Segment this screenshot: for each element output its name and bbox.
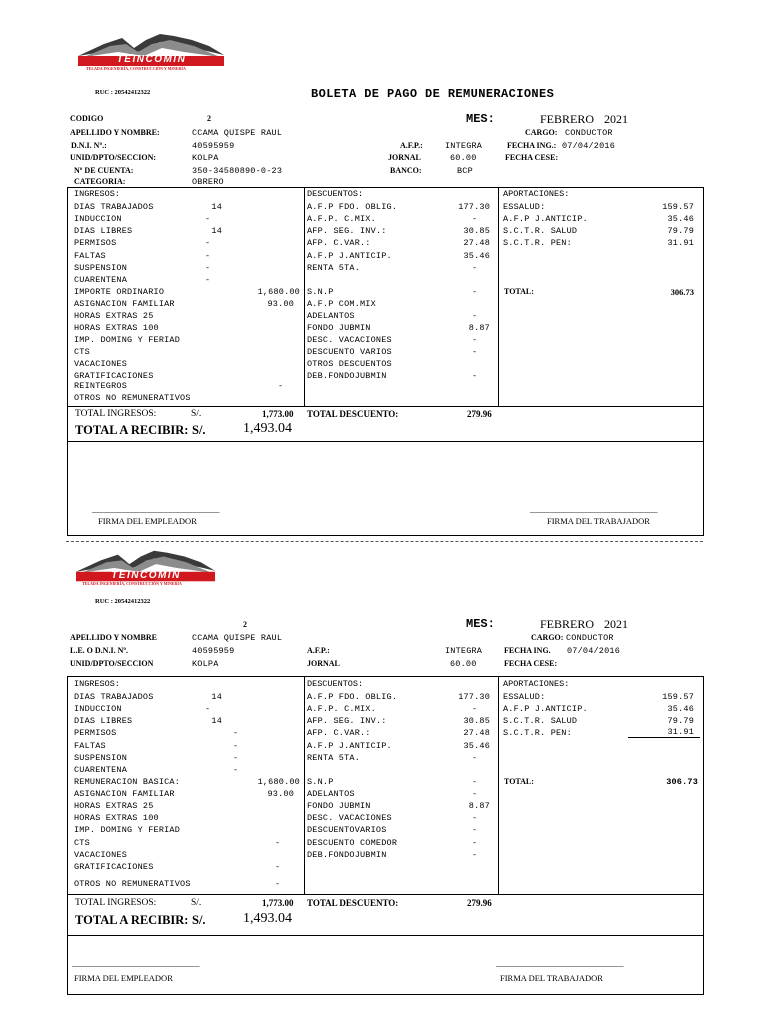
ingreso-value: 93.00: [267, 299, 294, 309]
descuento-label: DESCUENTOVARIOS: [307, 825, 387, 835]
ingreso-label: PERMISOS: [74, 238, 117, 248]
ingreso-label: CUARENTENA: [74, 765, 128, 775]
descuento-value: -: [472, 850, 478, 860]
anio-value: 2021: [604, 617, 628, 631]
ingreso-label: FALTAS: [74, 741, 106, 751]
ingreso-label: DIAS TRABAJADOS: [74, 692, 154, 702]
ingreso-label: VACACIONES: [74, 359, 128, 369]
ingreso-label: OTROS NO REMUNERATIVOS: [74, 879, 191, 889]
descuento-label: S.N.P: [307, 777, 334, 787]
descuentos-header: DESCUENTOS:: [307, 189, 364, 199]
ingreso-value: 14: [211, 692, 222, 702]
ingresos-header: INGRESOS:: [74, 189, 120, 199]
ingreso-label: REINTEGROS: [74, 381, 128, 391]
ingreso-value: -: [205, 704, 211, 714]
fecha-cese-label: FECHA CESE:: [505, 153, 559, 162]
unid-label: UNID/DPTO/SECCION:: [70, 153, 157, 162]
descuento-label: AFP. C.VAR.:: [307, 238, 371, 248]
ingreso-label: SUSPENSION: [74, 263, 128, 273]
unid-value: KOLPA: [192, 659, 219, 669]
ingreso-value: -: [233, 753, 239, 763]
cargo-value: CONDUCTOR: [566, 633, 614, 643]
descuento-value: 35.46: [463, 251, 490, 261]
row-divider: [67, 894, 703, 895]
descuento-label: A.F.P. C.MIX.: [307, 214, 376, 224]
ruc: RUC : 20542412322: [95, 598, 151, 605]
descuento-value: -: [472, 825, 478, 835]
fecha-ing-value: 07/04/2016: [562, 141, 616, 151]
currency: S/.: [192, 913, 206, 927]
ingreso-label: CTS: [74, 838, 90, 848]
descuento-label: DESC. VACACIONES: [307, 335, 392, 345]
ingreso-label: INDUCCION: [74, 214, 122, 224]
descuento-value: -: [472, 753, 478, 763]
company-logo: [74, 30, 229, 72]
total-recibir-label: TOTAL A RECIBIR:: [75, 913, 189, 927]
jornal-label: JORNAL: [307, 659, 340, 668]
firma-empleador: FIRMA DEL EMPLEADOR: [98, 516, 197, 526]
ingreso-label: HORAS EXTRAS 100: [74, 323, 159, 333]
aportaciones-header: APORTACIONES:: [503, 679, 570, 689]
ingreso-value: -: [205, 214, 211, 224]
logo-text: TEINCOMIN: [111, 570, 181, 581]
descuento-value: -: [472, 838, 478, 848]
ingreso-value: -: [275, 862, 281, 872]
signature-line-trabajador: ______________________________: [530, 504, 658, 514]
column-divider: [498, 188, 499, 406]
cut-line: [66, 541, 703, 542]
fecha-cese-label: FECHA CESE:: [504, 659, 558, 668]
ingreso-label: INDUCCION: [74, 704, 122, 714]
jornal-label: JORNAL: [388, 153, 421, 162]
descuento-value: 30.85: [463, 226, 490, 236]
afp-value: INTEGRA: [445, 646, 483, 656]
mes-label: MES:: [466, 617, 495, 631]
aportacion-value: 79.79: [667, 716, 694, 726]
total-aportaciones-value: 306.73: [666, 777, 698, 787]
signature-line-empleador: ______________________________: [72, 958, 200, 968]
ruc: RUC : 20542412322: [95, 89, 151, 96]
descuento-value: -: [472, 704, 478, 714]
descuento-value: 27.48: [463, 728, 490, 738]
aportacion-label: A.F.P J.ANTICIP.: [503, 704, 588, 714]
descuento-value: -: [472, 335, 478, 345]
currency: S/.: [192, 423, 206, 437]
descuento-label: A.F.P FDO. OBLIG.: [307, 692, 398, 702]
ingreso-label: IMPORTE ORDINARIO: [74, 287, 165, 297]
categoria-label: CATEGORIA:: [74, 177, 126, 186]
descuento-label: DESCUENTO COMEDOR: [307, 838, 398, 848]
ingreso-label: FALTAS: [74, 251, 106, 261]
descuento-label: A.F.P J.ANTICIP.: [307, 741, 392, 751]
descuento-value: 8.87: [468, 801, 490, 811]
descuento-label: AFP. C.VAR.:: [307, 728, 371, 738]
descuento-value: 8.87: [468, 323, 490, 333]
logo-tagline: TELADA INGENIERÍA, CONSTRUCCIÓN Y MINERÍA: [82, 581, 182, 586]
descuento-value: 177.30: [458, 692, 490, 702]
descuento-value: -: [472, 777, 478, 787]
ingreso-value: -: [205, 263, 211, 273]
company-logo: [70, 547, 222, 587]
mes-value: FEBRERO: [540, 112, 595, 126]
firma-trabajador: FIRMA DEL TRABAJADOR: [547, 516, 650, 526]
descuento-value: -: [472, 789, 478, 799]
total-aportaciones-label: TOTAL:: [504, 777, 534, 786]
descuento-label: A.F.P FDO. OBLIG.: [307, 202, 398, 212]
ingreso-value: -: [205, 238, 211, 248]
aportacion-label: S.C.T.R. SALUD: [503, 226, 578, 236]
column-divider: [304, 188, 305, 406]
banco-label: BANCO:: [390, 166, 422, 175]
descuento-value: -: [472, 263, 478, 273]
ingreso-value: -: [275, 879, 281, 889]
ingreso-label: IMP. DOMING Y FERIAD: [74, 335, 181, 345]
aportacion-label: S.C.T.R. PEN:: [503, 728, 572, 738]
ingreso-label: ASIGNACION FAMILIAR: [74, 299, 175, 309]
descuento-label: DESCUENTO VARIOS: [307, 347, 392, 357]
total-aportaciones-label: TOTAL:: [504, 287, 534, 296]
ingreso-label: REMUNERACION BASICA:: [74, 777, 181, 787]
descuento-label: AFP. SEG. INV.:: [307, 226, 387, 236]
total-descuento-value: 279.96: [467, 898, 492, 908]
descuento-label: A.F.P COM.MIX: [307, 299, 376, 309]
ingreso-value: -: [233, 765, 239, 775]
ingreso-value: 93.00: [267, 789, 294, 799]
aportacion-value: 35.46: [667, 214, 694, 224]
ingreso-value: 1,680.00: [257, 287, 300, 297]
ingreso-label: DIAS LIBRES: [74, 226, 133, 236]
descuento-value: -: [472, 214, 478, 224]
dni-label: L.E. O D.N.I. Nº.: [70, 646, 128, 655]
anio-value: 2021: [604, 112, 628, 126]
ingreso-label: OTROS NO REMUNERATIVOS: [74, 393, 191, 403]
banco-value: BCP: [457, 166, 473, 176]
total-ingresos-value: 1,773.00: [262, 409, 294, 419]
descuento-label: S.N.P: [307, 287, 334, 297]
apellido-value: CCAMA QUISPE RAUL: [192, 128, 283, 138]
aportacion-value: 31.91: [667, 238, 694, 248]
descuento-label: A.F.P. C.MIX.: [307, 704, 376, 714]
fecha-ing-label: FECHA ING.:: [507, 141, 557, 150]
column-divider: [498, 677, 499, 894]
descuento-label: OTROS DESCUENTOS: [307, 359, 392, 369]
afp-label: A.F.P.:: [400, 141, 423, 150]
descuento-value: -: [472, 347, 478, 357]
ingreso-label: HORAS EXTRAS 25: [74, 311, 154, 321]
ingreso-label: HORAS EXTRAS 25: [74, 801, 154, 811]
ingreso-label: HORAS EXTRAS 100: [74, 813, 159, 823]
descuento-label: FONDO JUBMIN: [307, 323, 371, 333]
row-divider: [67, 935, 703, 936]
ingreso-label: SUSPENSION: [74, 753, 128, 763]
total-descuento-label: TOTAL DESCUENTO:: [307, 409, 399, 419]
dni-value: 40595959: [192, 141, 235, 151]
apellido-value: CCAMA QUISPE RAUL: [192, 633, 283, 643]
firma-trabajador: FIRMA DEL TRABAJADOR: [500, 973, 603, 983]
total-ingresos-label: TOTAL INGRESOS:: [75, 898, 157, 908]
aportacion-value: 31.91: [667, 727, 694, 737]
codigo-value: 2: [207, 114, 211, 123]
descuento-label: AFP. SEG. INV.:: [307, 716, 387, 726]
ingreso-value: -: [205, 251, 211, 261]
ingreso-label: IMP. DOMING Y FERIAD: [74, 825, 181, 835]
descuento-value: -: [472, 813, 478, 823]
apellido-label: APELLIDO Y NOMBRE: [70, 633, 157, 642]
cuenta-value: 350-34580890-0-23: [192, 166, 283, 176]
cargo-value: CONDUCTOR: [565, 128, 613, 138]
dni-label: D.N.I. Nº.:: [71, 141, 107, 150]
descuento-value: 177.30: [458, 202, 490, 212]
categoria-value: OBRERO: [192, 177, 224, 187]
descuento-label: RENTA 5TA.: [307, 753, 361, 763]
total-ingresos-label: TOTAL INGRESOS:: [75, 409, 157, 419]
descuentos-header: DESCUENTOS:: [307, 679, 364, 689]
descuento-label: DEB.FONDOJUBMIN: [307, 850, 387, 860]
codigo-label: CODIGO: [70, 114, 104, 123]
ingreso-label: GRATIFICACIONES: [74, 371, 154, 381]
ingreso-value: -: [278, 381, 284, 391]
fecha-ing-value: 07/04/2016: [567, 646, 621, 656]
ingreso-label: DIAS TRABAJADOS: [74, 202, 154, 212]
codigo-value: 2: [243, 620, 247, 629]
total-recibir-value: 1,493.04: [243, 421, 292, 436]
signature-line-trabajador: ______________________________: [496, 958, 624, 968]
jornal-value: 60.00: [450, 659, 477, 669]
total-descuento-value: 279.96: [467, 409, 492, 419]
ingreso-value: -: [233, 728, 239, 738]
descuento-value: 30.85: [463, 716, 490, 726]
afp-label: A.F.P.:: [307, 646, 330, 655]
aportaciones-header: APORTACIONES:: [503, 189, 570, 199]
ingresos-header: INGRESOS:: [74, 679, 120, 689]
ingreso-label: GRATIFICACIONES: [74, 862, 154, 872]
descuento-value: -: [472, 371, 478, 381]
descuento-label: ADELANTOS: [307, 789, 355, 799]
unid-label: UNID/DPTO/SECCION: [70, 659, 154, 668]
unid-value: KOLPA: [192, 153, 219, 163]
fecha-ing-label: FECHA ING.: [504, 646, 551, 655]
dni-value: 40595959: [192, 646, 235, 656]
cargo-label: CARGO:: [525, 128, 558, 137]
total-aportaciones-value: 306.73: [670, 287, 694, 297]
total-descuento-label: TOTAL DESCUENTO:: [307, 898, 399, 908]
signature-line-empleador: ______________________________: [92, 504, 220, 514]
firma-empleador: FIRMA DEL EMPLEADOR: [74, 973, 173, 983]
aportacion-value: 159.57: [662, 692, 694, 702]
descuento-value: -: [472, 287, 478, 297]
ingreso-label: DIAS LIBRES: [74, 716, 133, 726]
aportacion-label: ESSALUD:: [503, 202, 546, 212]
ingreso-value: 14: [211, 716, 222, 726]
aportacion-label: S.C.T.R. PEN:: [503, 238, 572, 248]
cuenta-label: Nº DE CUENTA:: [74, 166, 134, 175]
descuento-value: 35.46: [463, 741, 490, 751]
ingreso-label: PERMISOS: [74, 728, 117, 738]
ingreso-label: VACACIONES: [74, 850, 128, 860]
descuento-label: A.F.P J.ANTICIP.: [307, 251, 392, 261]
aportacion-label: ESSALUD:: [503, 692, 546, 702]
cargo-label: CARGO:: [531, 633, 564, 642]
total-ingresos-value: 1,773.00: [262, 898, 294, 908]
aportacion-label: A.F.P J.ANTICIP.: [503, 214, 588, 224]
currency: S/.: [191, 898, 202, 908]
jornal-value: 60.00: [450, 153, 477, 163]
aportacion-value: 159.57: [662, 202, 694, 212]
logo-tagline: TELADA INGENIERÍA, CONSTRUCCIÓN Y MINERÍA: [86, 66, 186, 71]
ingreso-value: 14: [211, 202, 222, 212]
row-divider: [67, 406, 703, 407]
sum-underline: [628, 737, 700, 738]
afp-value: INTEGRA: [445, 141, 483, 151]
ingreso-label: CTS: [74, 347, 90, 357]
logo-text: TEINCOMIN: [116, 54, 187, 65]
descuento-label: ADELANTOS: [307, 311, 355, 321]
ingreso-value: 1,680.00: [257, 777, 300, 787]
descuento-label: FONDO JUBMIN: [307, 801, 371, 811]
currency: S/.: [191, 409, 202, 419]
total-recibir-value: 1,493.04: [243, 911, 292, 926]
ingreso-label: CUARENTENA: [74, 275, 128, 285]
mes-label: MES:: [466, 112, 495, 126]
column-divider: [304, 677, 305, 894]
row-divider: [67, 441, 703, 442]
descuento-value: -: [472, 311, 478, 321]
ingreso-value: -: [233, 741, 239, 751]
document-title: BOLETA DE PAGO DE REMUNERACIONES: [311, 87, 555, 101]
descuento-label: RENTA 5TA.: [307, 263, 361, 273]
aportacion-value: 79.79: [667, 226, 694, 236]
descuento-label: DEB.FONDOJUBMIN: [307, 371, 387, 381]
ingreso-value: -: [275, 838, 281, 848]
descuento-value: 27.48: [463, 238, 490, 248]
ingreso-label: ASIGNACION FAMILIAR: [74, 789, 175, 799]
descuento-label: DESC. VACACIONES: [307, 813, 392, 823]
total-recibir-label: TOTAL A RECIBIR:: [75, 423, 189, 437]
ingreso-value: -: [205, 275, 211, 285]
aportacion-label: S.C.T.R. SALUD: [503, 716, 578, 726]
apellido-label: APELLIDO Y NOMBRE:: [70, 128, 160, 137]
ingreso-value: 14: [211, 226, 222, 236]
mes-value: FEBRERO: [540, 617, 595, 631]
aportacion-value: 35.46: [667, 704, 694, 714]
